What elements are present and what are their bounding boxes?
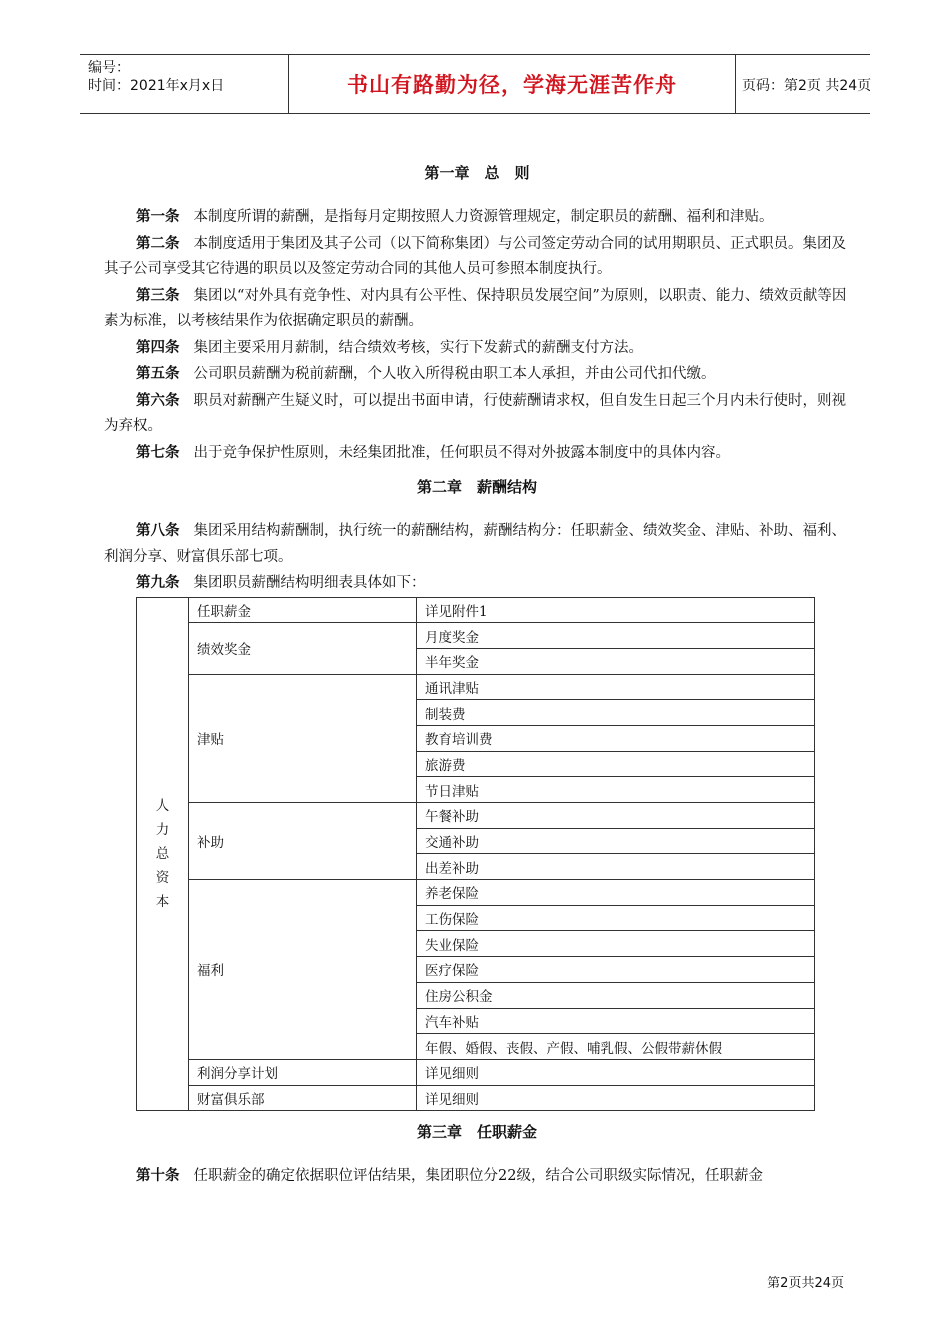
table-item-cell: 半年奖金 xyxy=(417,648,815,674)
table-item-cell: 汽车补贴 xyxy=(417,1008,815,1034)
table-row xyxy=(137,803,815,829)
article-text: 任职薪金的确定依据职位评估结果，集团职位分22级，结合公司职级实际情况，任职薪金 xyxy=(193,1168,763,1185)
article-label: 第九条 xyxy=(136,574,180,591)
article-text: 集团以“对外具有竞争性、对内具有公平性、保持职员发展空间”为原则，以职责、能力、绩效贡献等因素为标准，以考核结果作为依据确定职员的薪酬。 xyxy=(104,287,847,329)
table-item-cell: 医疗保险 xyxy=(417,957,815,983)
table-item-cell: 年假、婚假、丧假、产假、哺乳假、公假带薪休假 xyxy=(417,1034,815,1060)
article-5 xyxy=(104,361,850,388)
table-row xyxy=(137,1059,815,1085)
table-row xyxy=(137,623,815,649)
table-item-cell: 住房公积金 xyxy=(417,982,815,1008)
article-label: 第一条 xyxy=(136,208,180,225)
header-time-label: 时间：2021年x月x日 xyxy=(88,78,225,94)
header-meta xyxy=(88,59,288,95)
article-6 xyxy=(104,388,850,440)
table-item-cell: 通讯津贴 xyxy=(417,674,815,700)
page-footer: 第2页共24页 xyxy=(767,1276,844,1291)
chapter-2-title: 第二章 薪酬结构 xyxy=(416,478,537,496)
chapter-3-title: 第三章 任职薪金 xyxy=(416,1123,537,1142)
table-item-cell: 交通补助 xyxy=(417,828,815,854)
table-item-cell: 详见附件1 xyxy=(417,597,815,623)
table-category-cell: 任职薪金 xyxy=(189,597,417,623)
salary-structure-table xyxy=(136,597,815,1112)
article-text: 集团采用结构薪酬制，执行统一的薪酬结构，薪酬结构分：任职薪金、绩效奖金、津贴、补助、福利、利润分享、财富俱乐部七项。 xyxy=(104,523,846,565)
table-category-cell: 财富俱乐部 xyxy=(189,1085,417,1111)
page-header xyxy=(80,54,870,114)
article-text: 职员对薪酬产生疑义时，可以提出书面申请，行使薪酬请求权，但自发生日起三个月内未行使时，则视为弃权。 xyxy=(104,392,846,434)
header-page-code: 页码：第2页 共24页 xyxy=(742,78,872,94)
root-char: 本 xyxy=(155,893,170,910)
table-item-cell: 月度奖金 xyxy=(417,623,815,649)
article-text: 集团主要采用月薪制，结合绩效考核，实行下发薪式的薪酬支付方法。 xyxy=(193,339,643,356)
article-label: 第二条 xyxy=(136,234,180,252)
article-label: 第六条 xyxy=(136,391,180,409)
table-item-cell: 午餐补助 xyxy=(417,803,815,829)
table-item-cell: 旅游费 xyxy=(417,751,815,777)
root-char: 资 xyxy=(155,869,170,886)
root-char: 力 xyxy=(155,821,170,838)
article-3 xyxy=(104,283,850,335)
article-9 xyxy=(104,570,850,597)
article-text: 出于竞争保护性原则，未经集团批准，任何职员不得对外披露本制度中的具体内容。 xyxy=(193,444,730,461)
article-text: 本制度所谓的薪酬，是指每月定期按照人力资源管理规定，制定职员的薪酬、福利和津贴。 xyxy=(193,209,774,225)
article-8 xyxy=(104,518,850,570)
article-label: 第十条 xyxy=(136,1167,180,1185)
article-text: 集团职员薪酬结构明细表具体如下： xyxy=(193,575,426,591)
table-category-cell: 福利 xyxy=(189,880,417,1060)
chapter-1-title: 第一章 总 则 xyxy=(424,164,530,182)
table-item-cell: 详见细则 xyxy=(417,1085,815,1111)
root-char: 总 xyxy=(155,845,170,862)
article-label: 第四条 xyxy=(136,338,180,356)
article-text: 公司职员薪酬为税前薪酬，个人收入所得税由职工本人承担，并由公司代扣代缴。 xyxy=(193,366,716,382)
article-label: 第三条 xyxy=(136,286,180,304)
table-category-cell: 补助 xyxy=(189,803,417,880)
article-10 xyxy=(104,1163,850,1190)
table-item-cell: 工伤保险 xyxy=(417,905,815,931)
table-row xyxy=(137,597,815,623)
table-item-cell: 出差补助 xyxy=(417,854,815,880)
table-row xyxy=(137,880,815,906)
article-7 xyxy=(104,440,850,467)
header-number-label: 编号： xyxy=(88,60,130,76)
article-1 xyxy=(104,204,850,231)
article-label: 第七条 xyxy=(136,443,180,461)
article-text: 本制度适用于集团及其子公司（以下简称集团）与公司签定劳动合同的试用期职员、正式职员。集团及其子公司享受其它待遇的职员以及签定劳动合同的其他人员可参照本制度执行。 xyxy=(104,235,846,277)
article-4 xyxy=(104,335,850,362)
root-char: 人 xyxy=(155,797,170,814)
document-body xyxy=(104,158,850,1190)
article-label: 第五条 xyxy=(136,365,180,382)
article-label: 第八条 xyxy=(136,522,180,539)
table-item-cell: 教育培训费 xyxy=(417,725,815,751)
table-item-cell: 节日津贴 xyxy=(417,777,815,803)
table-root-cell xyxy=(137,597,189,1111)
table-category-cell: 利润分享计划 xyxy=(189,1059,417,1085)
table-category-cell: 绩效奖金 xyxy=(189,623,417,674)
table-row xyxy=(137,674,815,700)
table-item-cell: 养老保险 xyxy=(417,880,815,906)
table-item-cell: 失业保险 xyxy=(417,931,815,957)
table-item-cell: 制装费 xyxy=(417,700,815,726)
table-item-cell: 详见细则 xyxy=(417,1059,815,1085)
table-row xyxy=(137,1085,815,1111)
header-motto: 书山有路勤为径，学海无涯苦作舟 xyxy=(288,55,736,113)
table-category-cell: 津贴 xyxy=(189,674,417,802)
article-2 xyxy=(104,231,850,283)
